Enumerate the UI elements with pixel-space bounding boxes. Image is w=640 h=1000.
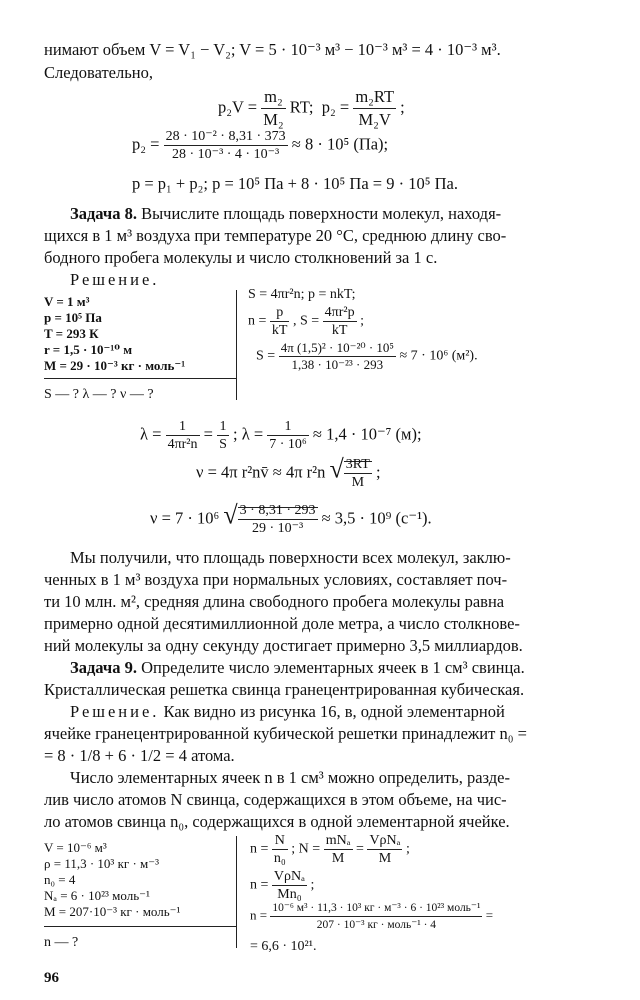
task9-given-4: Nₐ = 6 · 10²³ моль⁻¹ xyxy=(44,888,150,903)
task8-given-4: r = 1,5 · 10⁻¹⁰ м xyxy=(44,342,133,357)
task9-find: n — ? xyxy=(44,935,79,950)
equation-nu-formula: ν = 4π r²nv̄ ≈ 4π r²n √ $\frac{3RT}{M}$ ; xyxy=(196,454,381,490)
task8-line-3: бодного пробега молекулы и число столкновений за 1 с. xyxy=(44,248,438,267)
task9-solution-6: ло атомов свинца n₀, содержащихся в одной элементарной ячейке. xyxy=(44,812,510,831)
task9-solution-4: Число элементарных ячеек n в 1 см³ можно определить, разде- xyxy=(70,768,510,787)
task8-solution-heading: Решение. xyxy=(70,270,160,289)
task9-solution-2: ячейке гранецентрированной кубической решетки принадлежит n₀ = xyxy=(44,724,527,743)
task9-formula-3: n = $\frac{\text{10⁻⁶ м³ · 11,3 · 10³ кг · м⁻³ · 6 · 10²³ моль⁻¹}}{\text{207 · 10⁻³ кг · моль⁻¹ · 4}}$ = xyxy=(250,902,494,931)
task8-given-1: V = 1 м³ xyxy=(44,294,90,309)
task9-formula-2: n = $\frac{\text{VρNₐ}}{\text{Mn₀}}$ ; xyxy=(250,869,315,902)
task8-given-3: T = 293 К xyxy=(44,326,99,341)
task8-conclusion-2: ченных в 1 м³ воздуха при нормальных условиях, составляет поч- xyxy=(44,570,508,589)
task8-given-2: p = 10⁵ Па xyxy=(44,310,102,325)
task9-solution-5: лив число атомов N свинца, содержащихся в этом объеме, на чис- xyxy=(44,790,507,809)
equation-p2-value: p₂ = $\frac{\text{28 · 10⁻² · 8,31 · 373}}{\text{28 · 10⁻³ · 4 · 10⁻³}}$ ≈ 8 · 10⁵ (Па); xyxy=(132,129,389,162)
task8-conclusion-5: ний молекулы за одну секунду достигает примерно 3,5 миллиардов. xyxy=(44,636,523,655)
task9-solution-heading: Решение. xyxy=(70,702,160,721)
equation-nu-value: ν = 7 · 10⁶ √ $\frac{3 \cdot 8,31 \cdot 293}{\text{29 · 10⁻³}}$ ≈ 3,5 · 10⁹ (с⁻¹). xyxy=(150,500,432,536)
task8-given-divider xyxy=(44,378,236,379)
task9-solution-3: = 8 · 1/8 + 6 · 1/2 = 4 атома. xyxy=(44,746,235,765)
top-line-2: Следовательно, xyxy=(44,63,153,82)
task9-line-2: Кристаллическая решетка свинца гранецентрированная кубическая. xyxy=(44,680,525,699)
task9-label: Задача 9. xyxy=(70,658,137,677)
top-line-1: нимают объем V = V₁ − V₂; V = 5 · 10⁻³ м³ − 10⁻³ м³ = 4 · 10⁻³ м³. xyxy=(44,40,501,59)
task8-given-separator xyxy=(236,290,237,400)
task9-given-separator xyxy=(236,836,237,948)
task8-formula-3: S = $\frac{\text{4π (1,5)² · 10⁻²⁰ · 10⁵}}{\text{1,38 · 10⁻²³ · 293}}$ ≈ 7 · 10⁶ (м²). xyxy=(256,340,478,372)
task9-given-1: V = 10⁻⁶ м³ xyxy=(44,840,107,855)
equation-lambda: λ = $\frac{1}{\text{4πr²n}}$ = $\frac{1}{S}$ ; λ = $\frac{1}{\text{7 · 10⁶}}$ ≈ 1,4 · 10⁻⁷ (м); xyxy=(140,419,422,452)
task9-solution-1: Решение. Как видно из рисунка 16, в, одной элементарной xyxy=(70,702,505,721)
task9-formula-1: n = $\frac{N}{\text{n₀}}$ ; N = $\frac{\text{mNₐ}}{M}$ = $\frac{\text{VρNₐ}}{M}$ ; xyxy=(250,833,410,866)
task8-label: Задача 8. xyxy=(70,204,137,223)
task8-formula-1: S = 4πr²n; p = nkT; xyxy=(248,287,356,302)
task8-line-2: щихся в 1 м³ воздуха при температуре 20 °С, среднюю длину сво- xyxy=(44,226,507,245)
task9-given-3: n₀ = 4 xyxy=(44,872,76,887)
task8-conclusion-4: примерно одной десятимиллионной доле метра, а число столкнове- xyxy=(44,614,520,633)
task8-line-1: Задача 8. Вычислите площадь поверхности молекул, находя- xyxy=(70,204,502,223)
task9-result: = 6,6 · 10²¹. xyxy=(250,939,317,954)
equation-p-total: p = p₁ + p₂; p = 10⁵ Па + 8 · 10⁵ Па = 9 · 10⁵ Па. xyxy=(132,174,458,193)
task8-formula-2: n = $\frac{p}{kT}$ , S = $\frac{\text{4πr²p}}{kT}$ ; xyxy=(248,305,364,338)
task8-given-5: M = 29 · 10⁻³ кг · моль⁻¹ xyxy=(44,358,186,373)
task9-given-2: ρ = 11,3 · 10³ кг · м⁻³ xyxy=(44,856,160,871)
equation-p2v: p₂V = $\frac{\text{m₂}}{\text{M₂}}$ RT; p₂ = $\frac{\text{m₂RT}}{\text{M₂V}}$ ; xyxy=(218,87,405,129)
task8-conclusion-3: ти 10 млн. м², средняя длина свободного пробега молекулы равна xyxy=(44,592,505,611)
task8-find: S — ? λ — ? ν — ? xyxy=(44,387,154,402)
page-number: 96 xyxy=(44,970,59,986)
task9-given-5: M = 207·10⁻³ кг · моль⁻¹ xyxy=(44,904,181,919)
task8-conclusion-1: Мы получили, что площадь поверхности всех молекул, заклю- xyxy=(70,548,511,567)
task9-line-1: Задача 9. Определите число элементарных ячеек в 1 см³ свинца. xyxy=(70,658,525,677)
task9-given-divider xyxy=(44,926,236,927)
